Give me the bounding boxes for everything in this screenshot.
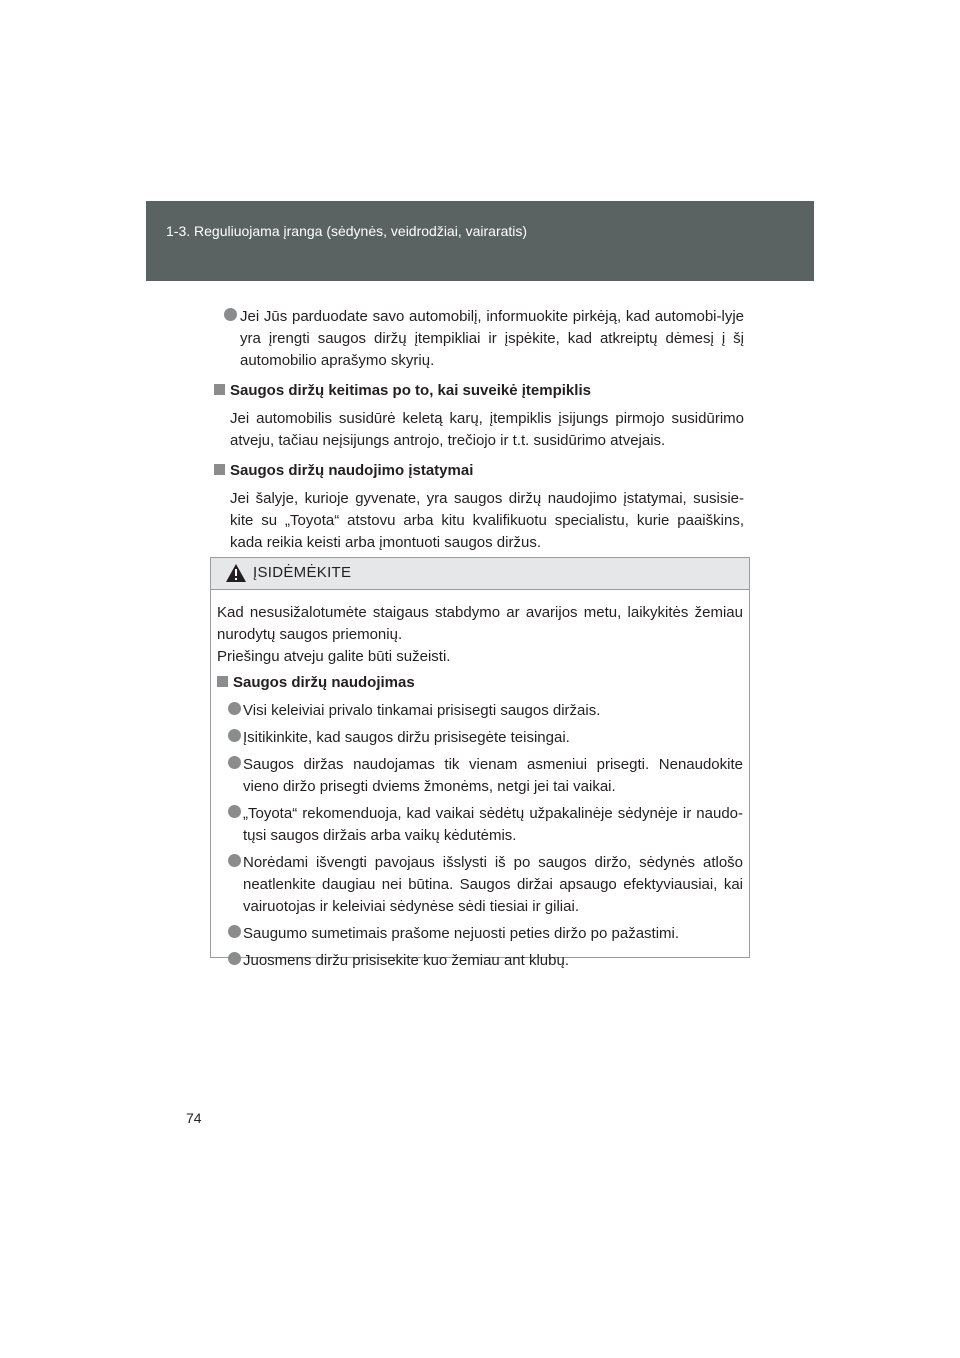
warning-bullet-text: „Toyota“ rekomenduoja, kad vaikai sėdėtų užpakalinėje sėdynėje ir naudo-tųsi saugos diržais arba vaikų kėdutėmis.	[243, 805, 743, 844]
warning-bullet-text: Norėdami išvengti pavojaus išslysti iš po saugos diržo, sėdynės atlošo neatlenkite daugiau nei būtina. Saugos diržai apsaugo efektyviausiai, kai vairuotojas ir keleiviai sėdynėse sėdi tiesiai ir giliai.	[243, 854, 743, 915]
section-laws	[214, 460, 744, 554]
square-bullet-icon	[217, 676, 228, 687]
main-content	[214, 306, 744, 562]
warning-box	[210, 557, 750, 969]
warning-intro-line: Priešingu atveju galite būti sužeisti.	[217, 648, 451, 665]
warning-subheading	[217, 672, 743, 694]
page-number: 74	[186, 1110, 202, 1126]
warning-title: ĮSIDĖMĖKITE	[253, 564, 352, 581]
section-title: 1-3. Reguliuojama įranga (sėdynės, veidrodžiai, vairaratis)	[166, 223, 528, 239]
warning-bullet-text: Visi keleiviai privalo tinkamai prisisegti saugos diržais.	[243, 702, 601, 719]
bullet-dot-icon	[228, 854, 241, 867]
warning-header	[211, 558, 749, 590]
warning-bullet	[217, 754, 743, 798]
bullet-dot-icon	[228, 952, 241, 965]
section-heading	[214, 380, 744, 402]
warning-bullet	[217, 727, 743, 749]
section-body: Jei automobilis susidūrė keletą karų, įtempiklis įsijungs pirmojo susidūrimo atveju, tačiau neįsijungs antrojo, trečiojo ir t.t. susidūrimo atvejais.	[230, 410, 744, 449]
bullet-dot-icon	[228, 702, 241, 715]
section-replacement	[214, 380, 744, 452]
bullet-dot-icon	[228, 729, 241, 742]
bullet-dot-icon	[228, 925, 241, 938]
warning-bullet-text: Juosmens diržu prisisekite kuo žemiau ant klubų.	[243, 952, 569, 969]
warning-bullet-text: Įsitikinkite, kad saugos diržu prisisegėte teisingai.	[243, 729, 570, 746]
section-heading-text: Saugos diržų naudojimo įstatymai	[230, 462, 474, 479]
warning-bullet	[217, 950, 743, 972]
warning-bullet-text: Saugumo sumetimais prašome nejuosti peties diržo po pažastimi.	[243, 925, 680, 942]
square-bullet-icon	[214, 464, 225, 475]
warning-intro	[217, 602, 743, 668]
intro-bullet-text: Jei Jūs parduodate savo automobilį, informuokite pirkėją, kad automobi-lyje yra įrengti saugos diržų įtempikliai ir įspėkite, kad atkreiptų dėmesį į šį automobilio aprašymo skyrių.	[240, 308, 744, 369]
warning-triangle-icon	[225, 563, 247, 583]
warning-bullet	[217, 923, 743, 945]
square-bullet-icon	[214, 384, 225, 395]
bullet-dot-icon	[228, 805, 241, 818]
warning-bullet	[217, 803, 743, 847]
bullet-dot-icon	[228, 756, 241, 769]
bullet-dot-icon	[224, 308, 237, 321]
warning-bullet	[217, 852, 743, 918]
warning-subheading-text: Saugos diržų naudojimas	[233, 674, 415, 691]
section-header-bar	[146, 201, 814, 281]
intro-bullet	[214, 306, 744, 372]
warning-bullet	[217, 700, 743, 722]
warning-intro-line: Kad nesusižalotumėte staigaus stabdymo ar avarijos metu, laikykitės žemiau nurodytų saugos priemonių.	[217, 604, 743, 643]
section-body: Jei šalyje, kurioje gyvenate, yra saugos diržų naudojimo įstatymai, susisie-kite su „Toyota“ atstovu arba kitu kvalifikuotu specialistu, kurie paaiškins, kada reikia keisti arba įmontuoti saugos diržus.	[230, 490, 744, 551]
section-heading	[214, 460, 744, 482]
section-heading-text: Saugos diržų keitimas po to, kai suveikė įtempiklis	[230, 382, 591, 399]
warning-body	[211, 590, 749, 972]
warning-bullet-text: Saugos diržas naudojamas tik vienam asmeniui prisegti. Nenaudokite vieno diržo prisegti dviems žmonėms, netgi jei tai vaikai.	[243, 756, 743, 795]
